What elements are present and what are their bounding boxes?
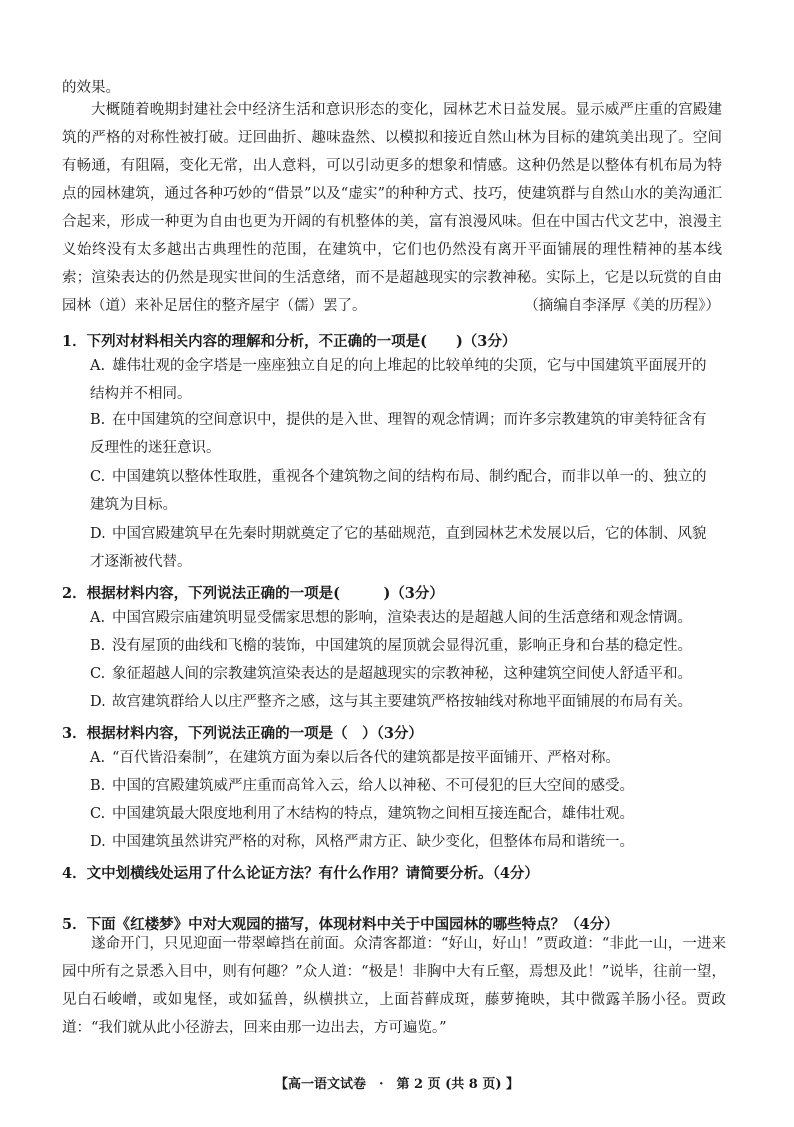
q2-option-d[interactable] <box>90 688 750 716</box>
option-letter: A. <box>90 610 106 626</box>
option-letter: C. <box>90 666 106 682</box>
question-3-stem: 3．根据材料内容，下列说法正确的一项是（ ）（3分） <box>62 725 423 742</box>
passage-fragment: 的效果。 <box>62 80 120 96</box>
q1-option-c[interactable] <box>90 463 720 519</box>
option-text: 象征超越人间的宗教建筑渲染表达的是超越现实的宗教神秘，这种建筑空间使人舒适平和。 <box>112 666 692 682</box>
option-text: 中国建筑以整体性取胜，重视各个建筑物之间的结构布局、制约配合，而非以单一的、独立的建筑为目标。 <box>90 469 707 513</box>
option-text: 故宫建筑群给人以庄严整齐之感，这与其主要建筑严格按轴线对称地平面铺展的布局有关。 <box>112 694 692 710</box>
q3-option-c[interactable] <box>90 800 730 828</box>
option-letter: B. <box>90 778 106 794</box>
page-footer: 【高一语文试卷 · 第 2 页 (共 8 页) 】 <box>274 1077 520 1092</box>
question-4-stem: 4．文中划横线处运用了什么论证方法？有什么作用？请简要分析。（4分） <box>62 865 539 882</box>
option-letter: D. <box>90 526 106 542</box>
option-letter: C. <box>90 469 106 485</box>
q3-option-b[interactable] <box>90 772 730 800</box>
option-text: 在中国建筑的空间意识中，提供的是入世、理智的观念情调；而许多宗教建筑的审美特征含有反理性的迷狂意识。 <box>90 412 707 456</box>
option-letter: A. <box>90 358 106 374</box>
option-letter: D. <box>90 834 106 850</box>
passage-source: （摘编自李泽厚《美的历程》） <box>524 298 720 314</box>
option-text: 没有屋顶的曲线和飞檐的装饰，中国建筑的屋顶就会显得沉重，影响正身和台基的稳定性。 <box>112 638 692 654</box>
passage-paragraph: 大概随着晚期封建社会中经济生活和意识形态的变化，园林艺术日益发展。显示威严庄重的宫殿建筑的严格的对称性被打破。迂回曲折、趣味盎然、以模拟和接近自然山林为目标的建筑美出现了。空间有畅通，有阻隔，变化无常，出人意料，可以引动更多的想象和情感。这种仍然是以整体有机布局为特点的园林建筑，通过各种巧妙的“借景”以及“虚实”的种种方式、技巧，使建筑群与自然山水的美沟通汇合起来，形成一种更为自由也更为开阔的有机整体的美，富有浪漫风味。但在中国古代文艺中，浪漫主义始终没有太多越出古典理性的范围，在建筑中，它们也仍然没有离开平面铺展的理性精神的基本线索；渲染表达的仍然是现实世间的生活意绪，而不是超越现实的宗教神秘。实际上，它是以玩赏的自由园林（道）来补足居住的整齐屋宇（儒）罢了。 <box>62 102 722 314</box>
q2-option-c[interactable] <box>90 660 750 688</box>
option-text: 中国的宫殿建筑威严庄重而高耸入云，给人以神秘、不可侵犯的巨大空间的感受。 <box>112 778 634 794</box>
option-text: 中国建筑最大限度地利用了木结构的特点，建筑物之间相互接连配合，雄伟壮观。 <box>112 806 634 822</box>
q3-option-a[interactable] <box>90 744 730 772</box>
option-letter: C. <box>90 806 106 822</box>
honglou-excerpt: 遂命开门，只见迎面一带翠嶂挡在前面。众清客都道：“好山，好山！”贾政道：“非此一山，一进来园中所有之景悉入目中，则有何趣？”众人道：“极是！非胸中大有丘壑，焉想及此！”说毕，往前一望，见白石峻嶒，或如鬼怪，或如猛兽，纵横拱立，上面苔藓成斑，藤萝掩映，其中微露羊肠小径。贾政道：“我们就从此小径游去，回来由那一边出去，方可遍览。” <box>62 936 726 1036</box>
q2-option-a[interactable] <box>90 604 750 632</box>
q1-option-a[interactable] <box>90 352 720 408</box>
option-text: 中国宫殿宗庙建筑明显受儒家思想的影响，渲染表达的是超越人间的生活意绪和观念情调。 <box>112 610 692 626</box>
option-text: 中国建筑虽然讲究严格的对称，风格严肃方正、缺少变化，但整体布局和谐统一。 <box>112 834 634 850</box>
option-letter: B. <box>90 412 106 428</box>
question-1-stem: 1．下列对材料相关内容的理解和分析，不正确的一项是( )（3分） <box>62 333 517 350</box>
option-letter: A. <box>90 750 106 766</box>
q3-option-d[interactable] <box>90 828 730 856</box>
option-text: 雄伟壮观的金字塔是一座座独立自足的向上堆起的比较单纯的尖顶，它与中国建筑平面展开的结构并不相同。 <box>90 358 707 402</box>
option-letter: D. <box>90 694 106 710</box>
option-letter: B. <box>90 638 106 654</box>
question-5-stem: 5．下面《红楼梦》中对大观园的描写，体现材料中关于中国园林的哪些特点？（4分） <box>62 916 619 933</box>
option-text: “百代皆沿秦制”，在建筑方面为秦以后各代的建筑都是按平面铺开、严格对称。 <box>112 750 620 766</box>
option-text: 中国宫殿建筑早在先秦时期就奠定了它的基础规范，直到园林艺术发展以后，它的体制、风貌才逐渐被代替。 <box>90 526 707 570</box>
q1-option-b[interactable] <box>90 406 720 462</box>
q2-option-b[interactable] <box>90 632 750 660</box>
q1-option-d[interactable] <box>90 520 720 576</box>
question-2-stem: 2．根据材料内容，下列说法正确的一项是( )（3分） <box>62 585 444 602</box>
